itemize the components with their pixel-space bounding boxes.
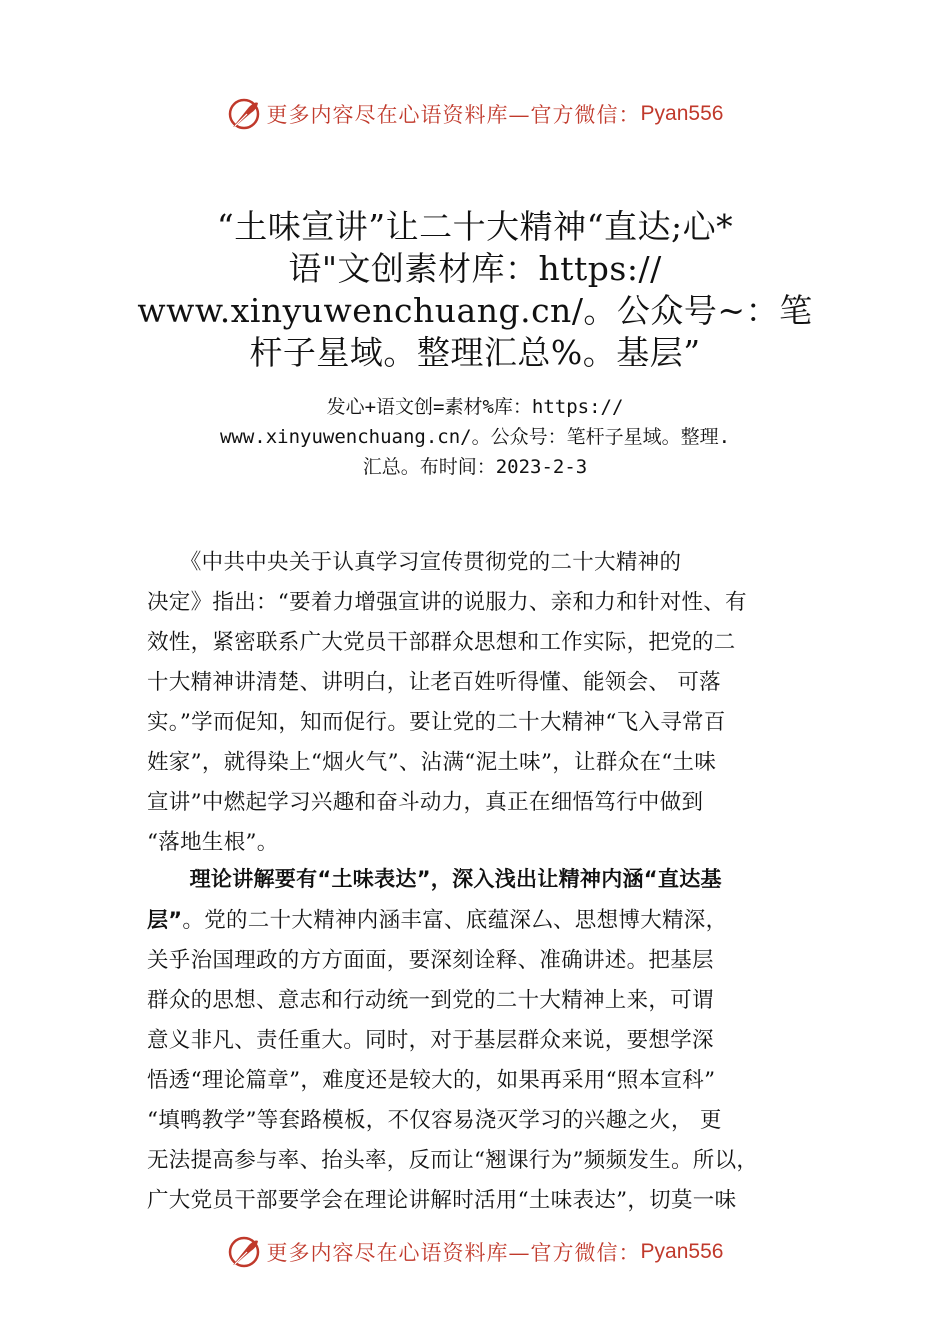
footer-banner (0, 1232, 950, 1272)
paragraph-intro: 《中共中央关于认真学习宣传贯彻党的二十大精神的 决定》指出：“要着力增强宣讲的说服力、亲和力和针对性、有 效性，紧密联系广大党员干部群众思想和工作实际，把党的二 十大精神讲清楚、讲明白，让老百姓听得懂、能领会、 可落 实。”学而促知，知而促行。要让党的二十大精神“飞入寻常百 姓家”，就得染上“烟火气”、沾满“泥土味”，让群众在“土味 宣讲”中燃起学习兴趣和奋斗动力，真正在细悟笃行中做到 “落地生根”。 (147, 550, 747, 855)
paragraph-lead-heading: 理论讲解要有“土味表达”，深入浅出让精神内涵“直达基 层” (147, 867, 722, 932)
document-title: “土味宣讲”让二十大精神“直达;心* 语"文创素材库：https:// www.xinyuwenchuang.cn/。公众号~：笔 杆子星域。整理汇总%。基层” (137, 207, 813, 372)
feather-pen-logo-icon (227, 1235, 261, 1269)
header-banner (0, 94, 950, 134)
paragraph-body: 。党的二十大精神内涵丰富、底蕴深厶、思想博大精深， 关乎治国理政的方方面面，要深刻诠释、准确讲述。把基层 群众的思想、意志和行动统一到党的二十大精神上来，可谓 意义非凡、责任重大。同时，对于基层群众来说，要想学深 悟透“理论篇章”，难度还是较大的，如果再采用“照本宣科” “填鸭教学”等套路模板，不仅容易浇灭学习的兴趣之火， 更 无法提高参与率、抬头率，反而让“翘课行为”频频发生。所以， 广大党员干部要学会在理论讲解时活用“土味表达”，切莫一味 (147, 908, 759, 1213)
banner-text: 更多内容尽在心语资料库—官方微信： (266, 1241, 641, 1265)
banner-text: 更多内容尽在心语资料库—官方微信： (266, 103, 641, 127)
feather-pen-logo-icon (227, 97, 261, 131)
banner-wechat-id: Pyan556 (640, 1240, 724, 1263)
source-meta: 发心+语文创=素材%库：https:// www.xinyuwenchuang.cn/。公众号：笔杆子星域。整理. 汇总。布时间：2023-2-3 (219, 396, 731, 478)
paragraph-theory (147, 859, 827, 1221)
banner-wechat-id: Pyan556 (640, 102, 724, 125)
